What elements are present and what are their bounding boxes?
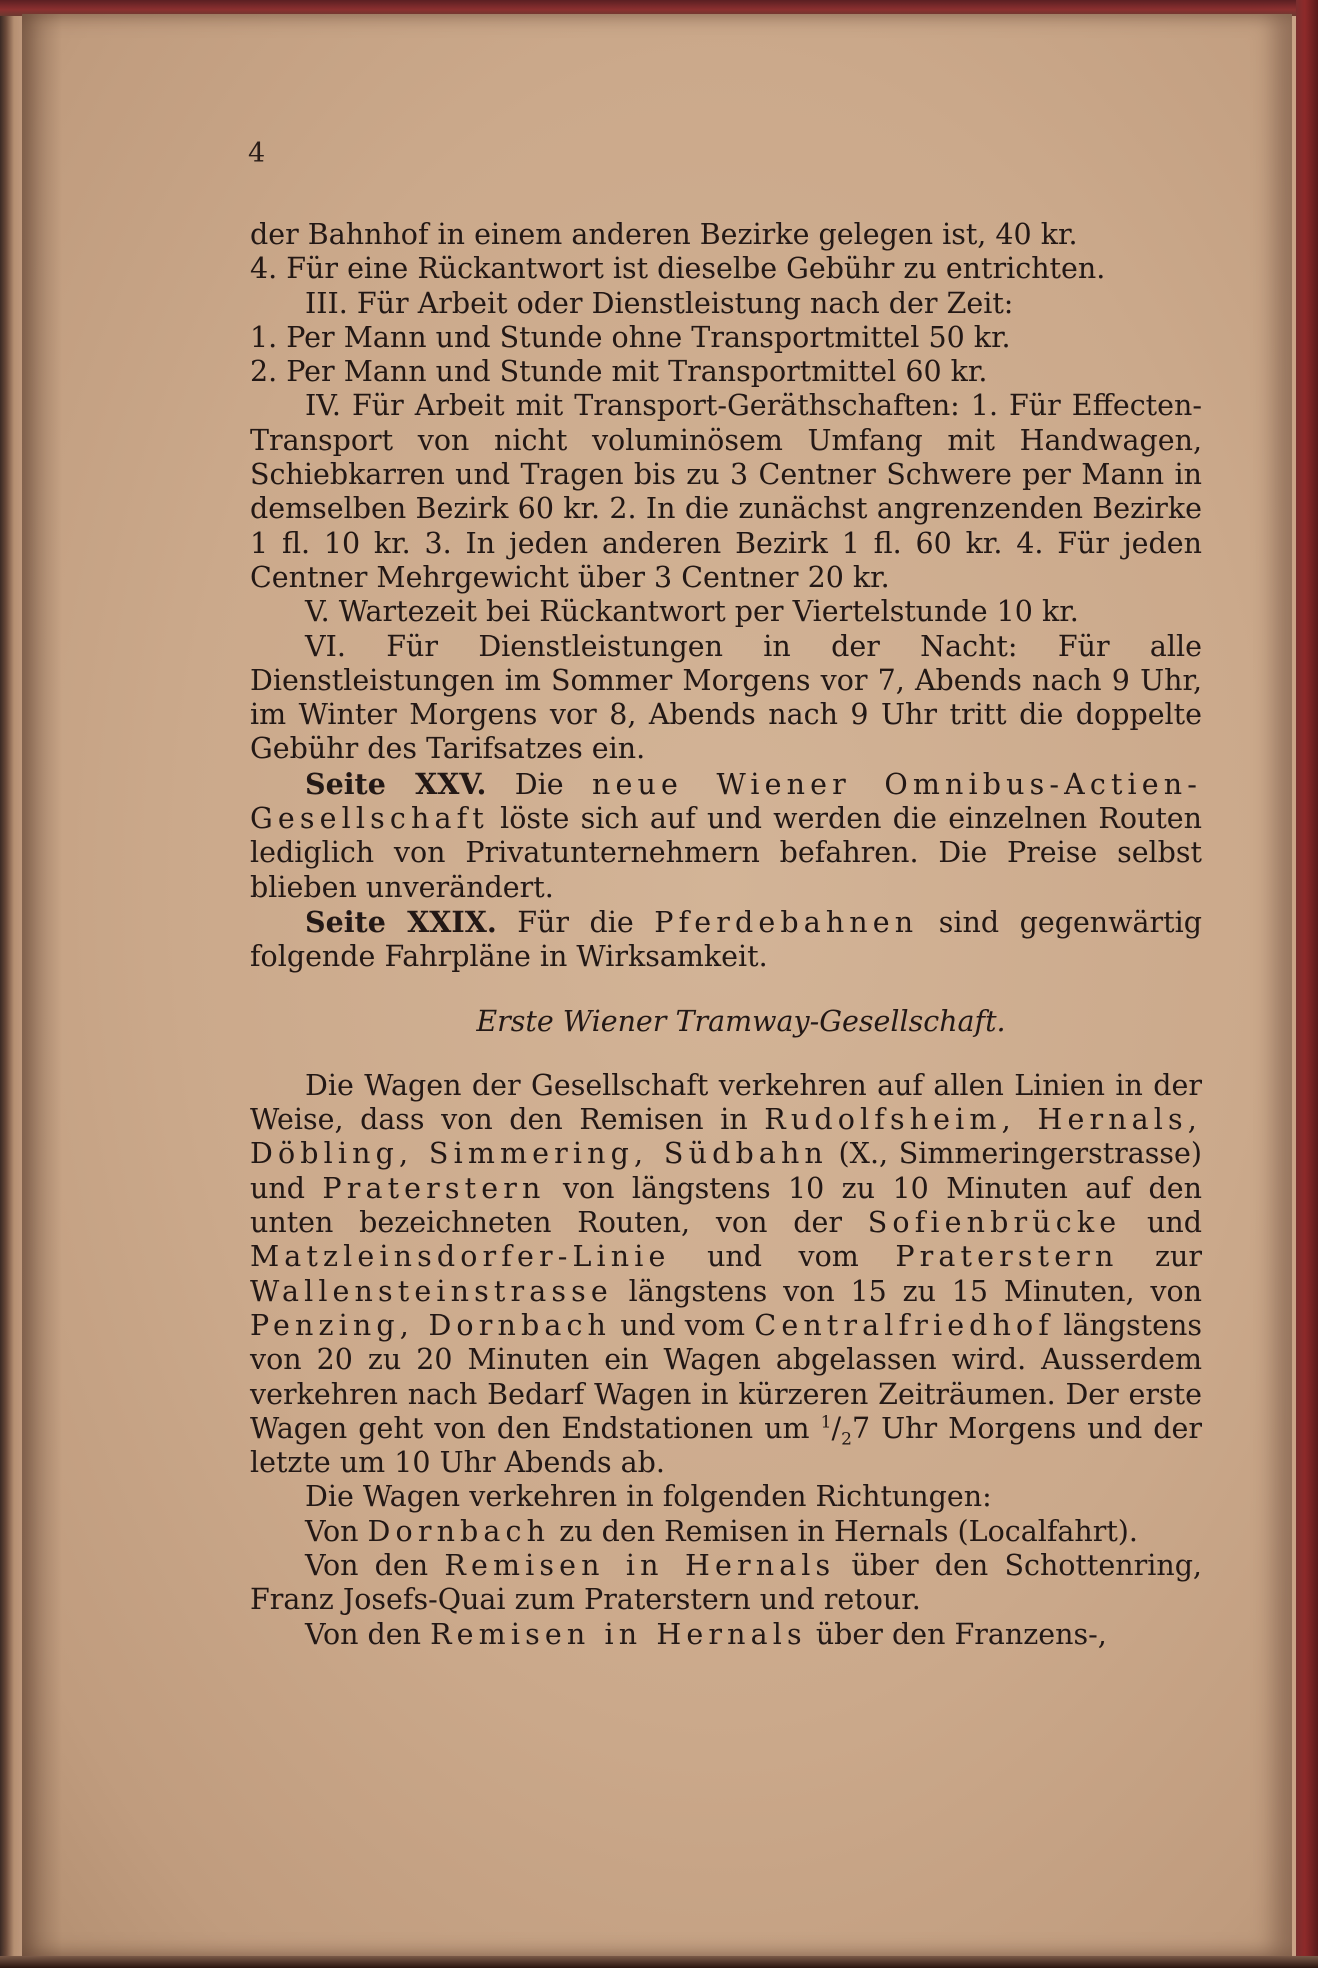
gutter-shade: [22, 14, 62, 1956]
paragraph-route: [250, 1549, 1202, 1618]
company-name: neue Wiener Omnibus-Actien-Gesellschaft: [250, 767, 1203, 836]
location-name: Remisen in Hernals: [444, 1548, 836, 1582]
text-span: Für die: [517, 905, 634, 939]
emphasized-term: Pferdebahnen: [654, 905, 919, 939]
page-number: 4: [248, 138, 266, 169]
text-span: über den Schottenring, Franz Josefs-Quai zum Praterstern und retour.: [250, 1548, 1202, 1617]
fraction-denominator: 2: [841, 1429, 852, 1450]
text-span: sind gegenwärtig folgende Fahrpläne in Wirksamkeit.: [250, 905, 1202, 974]
cover-edge-bottom: [0, 1956, 1318, 1968]
paragraph-tramway-schedule: [250, 1069, 1202, 1481]
text-span: Von den: [305, 1548, 429, 1582]
text-span: Von: [305, 1514, 359, 1548]
paragraph-seite-xxix: [250, 905, 1202, 975]
fraction: $^1/_2$: [820, 1411, 852, 1450]
paragraph: 2. Per Mann und Stunde mit Transportmittel 60 kr.: [250, 355, 988, 389]
paragraph: III. Für Arbeit oder Dienstleistung nach der Zeit:: [305, 286, 1014, 320]
paragraph: V. Wartezeit bei Rückantwort per Viertelstunde 10 kr.: [305, 595, 1079, 629]
location-name: Praterstern: [895, 1240, 1119, 1274]
text-span: zur: [1155, 1240, 1202, 1274]
paragraph: 1. Per Mann und Stunde ohne Transportmittel 50 kr.: [250, 320, 1011, 354]
location-name: Penzing, Dornbach: [250, 1308, 612, 1342]
fraction-numerator: 1: [820, 1412, 832, 1433]
location-name: Remisen in Hernals: [430, 1617, 807, 1651]
paragraph: IV. Für Arbeit mit Transport-Geräthschaften: 1. Für Effecten-Transport von nicht voluminösem Umfang mit Handwagen, Schiebkarren und Tragen bis zu 3 Centner Schwere per Mann in demselben Bezirk 60 kr. 2. In die zunächst angrenzenden Bezirke 1 fl. 10 kr. 3. In jeden anderen Bezirk 1 fl. 60 kr. 4. Für jeden Centner Mehrgewicht über 3 Centner 20 kr.: [250, 389, 1202, 594]
cover-edge-right: [1296, 0, 1318, 1968]
paragraph-seite-xxv: [250, 767, 1202, 905]
section-reference: Seite XXV.: [305, 766, 487, 801]
text-span: längstens von 15 zu 15 Minuten, von: [628, 1274, 1202, 1308]
text-span: und vom: [620, 1308, 746, 1342]
location-name: Sofienbrücke: [867, 1206, 1122, 1240]
text-span: 7 Uhr Morgens und der letzte um 10 Uhr Abends ab.: [250, 1411, 1202, 1480]
text-span: Die: [514, 767, 564, 801]
paragraph-route: [250, 1618, 1202, 1652]
text-span: Die Wagen der Gesellschaft verkehren auf allen Linien in der Weise, dass von den Remisen in: [250, 1068, 1202, 1137]
text-span: über den Franzens-,: [815, 1617, 1107, 1651]
section-reference: Seite XXIX.: [305, 904, 497, 939]
text-span: zu den Remisen in Hernals (Localfahrt).: [559, 1514, 1138, 1548]
location-name: Matzleinsdorfer-Linie: [250, 1240, 671, 1274]
paragraph: der Bahnhof in einem anderen Bezirke gelegen ist, 40 kr.: [250, 218, 1078, 251]
text-span: von längstens 10 zu 10 Minuten auf den unten bezeichneten Routen, von der: [250, 1171, 1203, 1240]
paragraph: VI. Für Dienstleistungen in der Nacht: Für alle Dienstleistungen im Sommer Morgens vor 7, Abends nach 9 Uhr, im Winter Morgens vor 8, Abends nach 9 Uhr tritt die doppelte Gebühr des Tarifsatzes ein.: [250, 629, 1202, 766]
text-span: löste sich auf und werden die einzelnen Routen lediglich von Privatunternehmern befahren. Die Preise selbst blieben unverändert.: [250, 802, 1203, 904]
text-span: Von den: [305, 1617, 422, 1651]
page-text: [250, 218, 1202, 1652]
location-name: Praterstern: [322, 1171, 546, 1205]
text-span: und: [1147, 1206, 1203, 1240]
location-name: Rudolfsheim, Hernals, Döbling, Simmering, Südbahn: [250, 1103, 1202, 1171]
location-name: Dornbach: [367, 1514, 551, 1548]
paragraph: Die Wagen verkehren in folgenden Richtungen:: [305, 1480, 992, 1514]
text-span: und vom: [707, 1240, 859, 1274]
text-span: längstens von 20 zu 20 Minuten ein Wagen abgelassen wird. Ausserdem verkehren nach Bedarf Wagen in kürzeren Zeiträumen. Der erste Wagen geht von den Endstationen um: [250, 1308, 1203, 1445]
location-name: Wallensteinstrasse: [250, 1274, 613, 1308]
paragraph-route: [250, 1515, 1202, 1549]
text-span: (X., Simmeringerstrasse) und: [250, 1137, 1203, 1205]
location-name: Centralfriedhof: [754, 1308, 1055, 1342]
section-heading: Erste Wiener Tramway-Gesellschaft.: [476, 1004, 1006, 1038]
paragraph: 4. Für eine Rückantwort ist dieselbe Gebühr zu entrichten.: [250, 252, 1106, 286]
